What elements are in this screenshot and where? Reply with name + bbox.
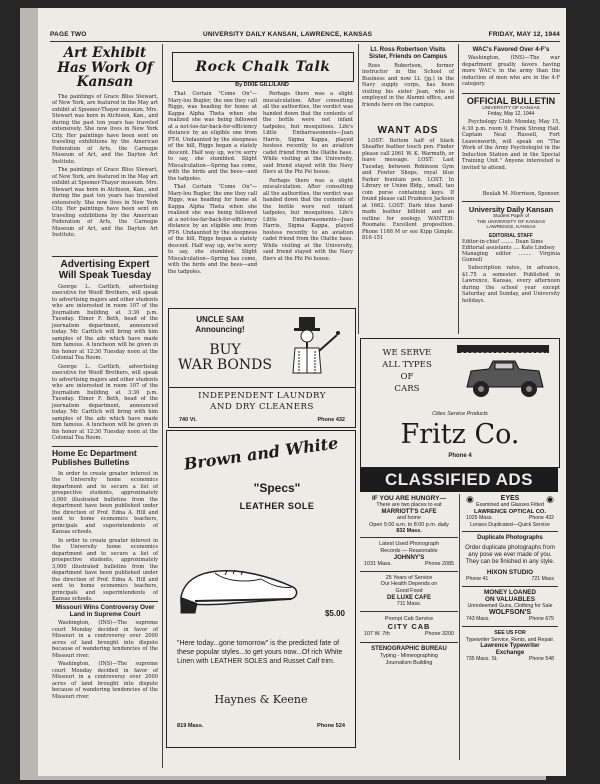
- udk-staff-title: EDITORIAL STAFF: [489, 233, 533, 240]
- missouri-article: Washington, (INS)—The supreme court Monday decided in favor of Missouri in a controversy over 2000 acres of land brought into dispute because of wandering tendencies of the Missouri river. Washington, (INS)—The supreme court Monday decided in favor of Missouri in a controversy over 2000 acres of land brought into dispute because of wandering tendencies of the Missouri river.: [52, 620, 158, 700]
- wac-headline: WAC's Favored Over 4-F's: [472, 46, 550, 53]
- issue-date: FRIDAY, MAY 12, 1944: [488, 30, 560, 38]
- udk-subhead: Student Paper of THE UNIVERSITY OF KANSAS LAWRENCE, KANSAS: [476, 213, 546, 231]
- rock-chalk-right-column: Perhaps there was a slight miscalculation. After consulting all the authorities, the verdict was handed down that the contents of the bottle were not infant tadpoles, but mosquitoes. Life's Little Embarrassments—Joan Harris, Sigma Kappa, played hostess recently to an aviation cadet friend from the Olathe base. While visiting at the University, said friend stayed with the Navy fliers at the Phi Psi house. Perhaps there was a slight miscalculation. After consulting all the authorities, the verdict was handed down that the contents of the bottle were not infant tadpoles, but mosquitoes. Life's Little Embarrassments—Joan Harris, Sigma Kappa, played hostess recently to an aviation cadet friend from the Olathe base. While visiting at the University, said friend stayed with the Navy fliers at the Phi Psi house.: [263, 91, 353, 262]
- column-3: [362, 46, 454, 332]
- want-ads-headline: WANT ADS: [377, 124, 439, 136]
- home-ec-headline: Home Ec Department Publishes Bulletins: [52, 447, 137, 467]
- uncle-sam-illustration: [277, 315, 347, 379]
- laundry-contact: 740 Vt. Phone 432: [179, 417, 345, 423]
- shoe-price: $5.00: [324, 609, 345, 618]
- fritz-co-name: Fritz Co.: [400, 419, 520, 450]
- missouri-headline: Missouri Wins Controversy Over Land in Supreme Court: [55, 603, 155, 618]
- fritz-phone: Phone 4: [448, 453, 472, 459]
- specs-title: "Specs": [253, 481, 301, 495]
- column-rule-3: [458, 44, 459, 334]
- classified-divider: [459, 494, 460, 760]
- haynes-keene-contact: 819 Mass. Phone 524: [177, 723, 345, 729]
- art-exhibit-headline: Art Exhibit Has Work Of Kansan: [57, 45, 153, 90]
- stenographic-bureau-ad: STENOGRAPHIC BUREAU Typing - Mimeographing Journalism Building: [371, 646, 447, 666]
- shoe-copy: "Here today...gone tomorrow" is the predicted fate of these popular styles...to get yours now...Of rich White Linen with LEATHER SOLES and Russet Calf trim.: [177, 640, 343, 665]
- we-serve-all-types: WE SERVE ALL TYPES OF CARS: [382, 348, 432, 394]
- udk-subscription: Subscription rates, in advance, $1.75 a semester. Published in Lawrence, Kansas, every afternoon during the school year except Saturday and Sunday, and University holidays.: [462, 265, 560, 304]
- header-rule: [50, 41, 560, 42]
- art-exhibit-article: The paintings of Grace Bliss Stewart, of New York, are featured in the May art exhibit at Spooner-Thayer museum. Mrs. Stewart was born in Atchison, Kan., and during the past ten years has traveled extensively. She now lives in New York City. Her paintings have been sent on traveling exhibitions by the American Federation of Arts, the Carnegie Museum of Art, and the Dayton Art Institute. The paintings of Grace Bliss Stewart, of New York, are featured in the May art exhibit at Spooner-Thayer museum. Mrs. Stewart was born in Atchison, Kan., and during the past ten years has traveled extensively. She now lives in New York City. Her paintings have been sent on traveling exhibitions by the American Federation of Arts, the Carnegie Museum of Art, and the Dayton Art Institute.: [52, 93, 158, 238]
- marriotts-cafe-ad: IF YOU ARE HUNGRY— There are two places to eat MARRIOTT'S CAFE and home Open 5:00 a.m. to 8:00 p.m. daily 832 Mass.: [360, 494, 458, 538]
- wolfsons-ad: MONEY LOANED ON VALUABLES Unredeemed Guns, Clothing for Sale WOLFSON'S 743 Mass. Phone 675: [462, 587, 558, 627]
- eye-icon: ◉: [546, 494, 554, 504]
- haynes-keene-shoe-ad: [166, 430, 356, 748]
- cities-service: Cities Service Products: [432, 411, 488, 417]
- laundry-name: INDEPENDENT LAUNDRY AND DRY CLEANERS: [198, 391, 326, 412]
- official-bulletin-date: Friday, May 12, 1944: [487, 111, 535, 118]
- hixon-studio-ad: Duplicate Photographs Order duplicate photographs from any pose we ever made of you. They can be finished in any style. HIXON STUDIO Phone 41 721 Mass: [462, 532, 558, 587]
- typewriter-exchange-ad: SEE US FOR Typewriter Service, Rents, and Repair. Lawrence Typewriter Exchange 735 Mass. St. Phone 548: [465, 630, 555, 663]
- lt-robertson-article: Ross Robertson, former instructor in the School of Business and now Lt. (jg.) in the Navy supply corps, has been visiting his sister Jean, who is employed in the Alumni office, and friends here on the campus.: [362, 62, 454, 108]
- column-1: [52, 46, 158, 768]
- advertising-article: George L. Cartlich, advertising executive for Woolf Brothers, will speak to advertising majors and other students who are interested in room 107 of the Journalism building at 3:30 p.m. Tuesday. Elmer F. Beth, head of the journalism department, announced today. Mr. Cartlich will bring with him samples of the ads which have made him famous. A luncheon will be given in his honor at 12:30 Tuesday noon at the Colonial Tea Room. George L. Cartlich, advertising executive for Woolf Brothers, will speak to advertising majors and other students who are interested in room 107 of the Journalism building at 3:30 p.m. Tuesday. Elmer F. Beth, head of the journalism department, announced today. Mr. Cartlich will bring with him samples of the ads which have made him famous. A luncheon will be given in his honor at 12:30 Tuesday noon at the Colonial Tea Room.: [52, 283, 158, 441]
- brown-white-title: Brown and White: [182, 433, 340, 474]
- johnnys-ad: Latest Used Phonograph Records — Reasonable JOHNNY'S 1031 Mass. Phone 2085: [360, 538, 458, 571]
- jeep-illustration: [453, 343, 553, 403]
- war-bonds-ad: [168, 308, 356, 428]
- official-bulletin-sub: UNIVERSITY OF KANSAS: [482, 106, 540, 112]
- want-ads-list: LOST: Bottom half of black Sheaffer feather touch pen. Finder please call 2061 W. K. Warmuth, or leave message. LOST: Last Tuesday, between Robinson Gym and Fowler Shops, royal blue Parker fountain pen. LOST: In Library or Union Bldg., small, tan coin purse containing keys. If found please call Prudence Jackson at 1662. LOST: Dark blue hand-made leather billfold and an outline for zoology. WANTED: Roomate. Excellent proposition. Phone 1168 M or see Kipp Gimple. 816-151: [362, 137, 454, 242]
- de-luxe-cafe-ad: 25 Years of Service Our Health Depends on Good Food DE LUXE CAFE 711 Mass.: [360, 572, 458, 612]
- uncle-sam-line: UNCLE SAM Announcing!: [195, 315, 245, 334]
- eye-icon: ◉: [466, 494, 474, 504]
- page-header: [50, 28, 560, 40]
- official-bulletin-body: Psychology Club: Monday, May 15, 4:30 p.m. room 9, Frank Strong Hall. Captain Neal Russell, Fort Leavenworth, will speak on "The Work of the Army Psychologist in the Induction Station and in the Special Training Unit." Anyone interested is invited to attend.: [462, 119, 560, 171]
- city-cab-ad: Prompt Cab Service CITY CAB 107 W. 7th Phone 3200: [360, 612, 458, 643]
- masthead: UNIVERSITY DAILY KANSAN, LAWRENCE, KANSAS: [203, 30, 373, 38]
- rock-chalk-left-column: That Certain "Come On"—Mary-lou Bugler, the one they call Riggs, was heading for home at Kappa Alpha Theta when she realized she was being followed at a not-too-far-back-for-efficiency distance by an eligible one from PT-6. Undaunted by the steepness of the hill, Riggs began a stately descent. Half way up, we're sorry to say, she stumbled. Slight Miscalculation—Spring has come, with the birds and the bees—and the tadpoles. That Certain "Come On"—Mary-lou Bugler, the one they call Riggs, was heading for home at Kappa Alpha Theta when she realized she was being followed at a not-too-far-back-for-efficiency distance by an eligible one from PT-6. Undaunted by the steepness of the hill, Riggs began a stately descent. Half way up, we're sorry to say, she stumbled. Slight Miscalculation—Spring has come, with the birds and the bees—and the tadpoles.: [168, 91, 257, 275]
- rock-chalk-title: Rock Chalk Talk: [195, 59, 331, 75]
- official-bulletin-headline: OFFICIAL BULLETIN: [466, 96, 556, 107]
- advertising-headline: Advertising Expert Will Speak Tuesday: [58, 258, 152, 281]
- haynes-keene-name: Haynes & Keene: [214, 693, 308, 706]
- leather-sole-title: LEATHER SOLE: [239, 501, 315, 511]
- udk-staff-list: Editor-in-chief ........ Dean Sims Editorial assistants .... Kate Lindsey Managing editor ........ Virginia Gunnell: [462, 239, 560, 264]
- column-rule-1: [162, 44, 163, 768]
- lawrence-optical-ad: ◉ EYES ◉ Examined and Glasses Fitted LAWRENCE OPTICAL CO. 1025 Mass. Phone 432 Lenses Duplicated—Quick Service: [462, 494, 558, 532]
- rock-chalk-byline: By DIXIE GILLILAND: [235, 82, 289, 88]
- classified-right: [462, 494, 558, 760]
- home-ec-article: In order to create greater interest in the University home economics department and to secure a list of prospective students, approximately 3,000 illustrated bulletins from the department have been published under the direction of Prof. Edna A. Hill and sent to home economics teachers, principals and superintendents of Kansas schools. In order to create greater interest in the University home economics department and to secure a list of prospective students, approximately 3,000 illustrated bulletins from the department have been published under the direction of Prof. Edna A. Hill and sent to home economics teachers, principals and superintendents of Kansas schools.: [52, 470, 158, 602]
- shoe-illustration: [175, 551, 303, 619]
- column-4: [462, 46, 560, 332]
- rock-chalk-banner: [172, 52, 354, 82]
- official-bulletin-signature: Beulah M. Morrison, Sponsor.: [482, 191, 560, 198]
- column-rule-2: [358, 44, 359, 334]
- classified-ads-banner: CLASSIFIED ADS: [360, 468, 558, 492]
- buy-war-bonds: BUY WAR BONDS: [178, 342, 272, 373]
- lt-robertson-headline: Lt. Ross Robertson Visits Sister, Friends on Campus: [368, 46, 448, 61]
- udk-headline: University Daily Kansan: [468, 204, 554, 214]
- classified-left: [360, 494, 458, 760]
- fritz-co-ad: [360, 338, 560, 468]
- page-number: PAGE TWO: [50, 30, 87, 38]
- wac-article: Washington, (INS)—The war department greatly favors having more WAC's in the army than the induction of men who are in the 4-F category.: [462, 55, 560, 88]
